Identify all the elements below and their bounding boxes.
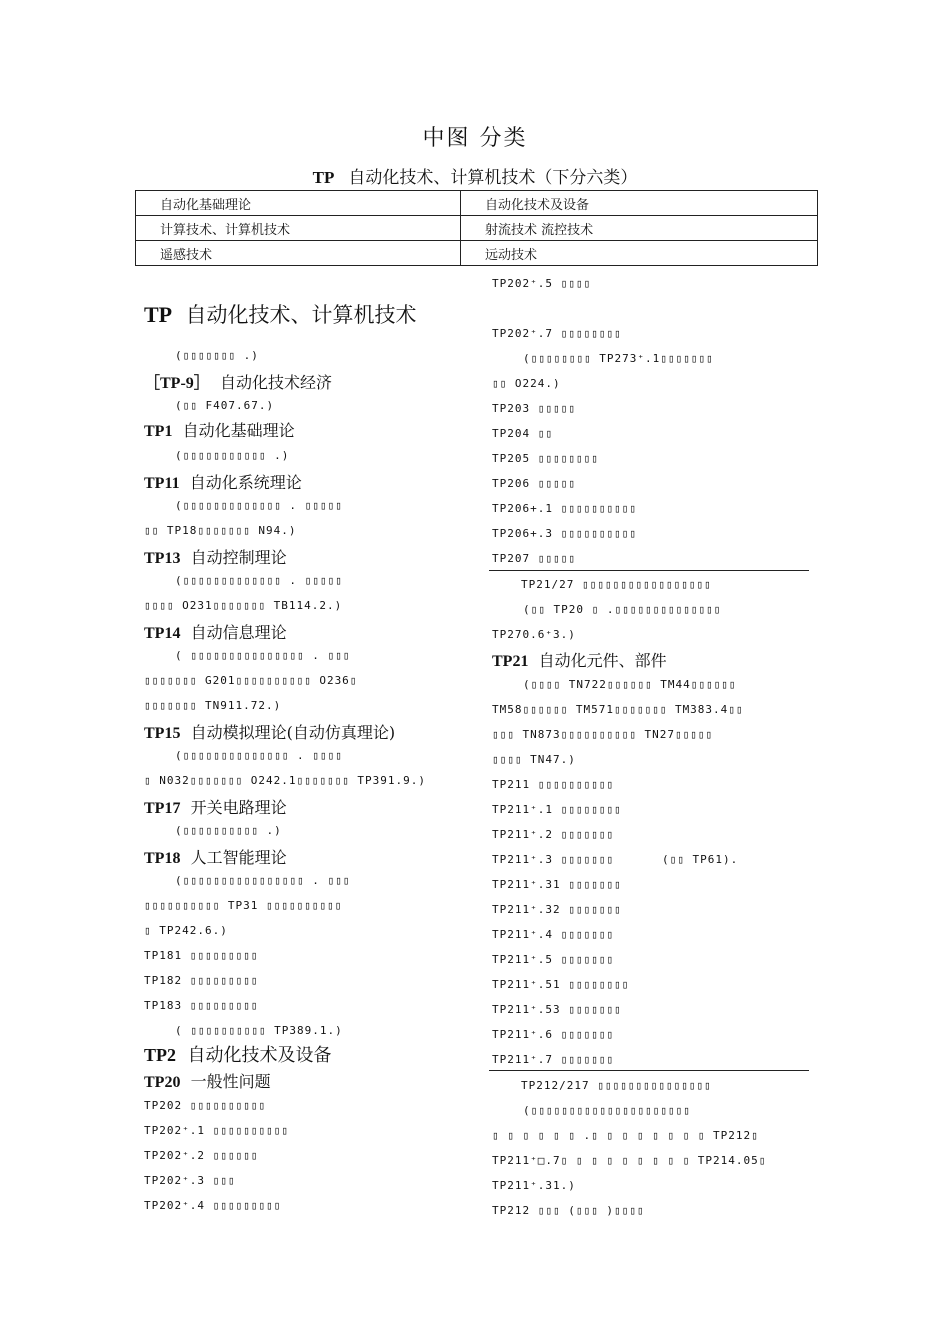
entry-tp202-1: TP202⁺.1 ▯▯▯▯▯▯▯▯▯▯ — [144, 1124, 289, 1137]
note: ▯ TP242.6.) — [144, 924, 228, 937]
entry-tp211-6: TP211⁺.6 ▯▯▯▯▯▯▯ — [492, 1028, 614, 1041]
page-subtitle — [0, 163, 950, 188]
classification-table — [135, 190, 818, 266]
note: (▯▯▯▯▯▯▯▯▯▯▯▯▯▯▯▯ . ▯▯▯ — [175, 874, 351, 887]
note: ▯▯▯▯▯▯▯ G201▯▯▯▯▯▯▯▯▯▯ O236▯ — [144, 674, 358, 687]
note: (▯▯▯▯▯▯▯▯▯▯▯ .) — [175, 449, 290, 462]
note: (▯▯▯▯▯▯▯▯▯▯ .) — [175, 824, 282, 837]
note: ▯▯ O224.) — [492, 377, 561, 390]
note: TP211⁺.31.) — [492, 1179, 576, 1192]
entry-tp206: TP206 ▯▯▯▯▯ — [492, 477, 576, 490]
entry-tp211-2: TP211⁺.2 ▯▯▯▯▯▯▯ — [492, 828, 614, 841]
entry-tp211-3-ref: (▯▯ TP61). — [662, 853, 739, 866]
table-cell: 射流技术 流控技术 — [461, 216, 818, 241]
note: ( ▯▯▯▯▯▯▯▯▯▯ TP389.1.) — [175, 1024, 343, 1037]
heading-tp21: TP21 自动化元件、部件 — [492, 651, 667, 670]
entry-tp211-32: TP211⁺.32 ▯▯▯▯▯▯▯ — [492, 903, 622, 916]
entry-tp211-5: TP211⁺.5 ▯▯▯▯▯▯▯ — [492, 953, 614, 966]
table-row — [136, 241, 818, 266]
note: (▯▯▯▯▯▯▯▯ TP273⁺.1▯▯▯▯▯▯▯ — [523, 352, 714, 365]
note: ▯ ▯ ▯ ▯ ▯ ▯ .▯ ▯ ▯ ▯ ▯ ▯ ▯ ▯ TP212▯ — [492, 1129, 759, 1142]
note: (▯▯ F407.67.) — [175, 399, 275, 412]
entry-tp203: TP203 ▯▯▯▯▯ — [492, 402, 576, 415]
note: ▯ N032▯▯▯▯▯▯▯ O242.1▯▯▯▯▯▯▯ TP391.9.) — [144, 774, 427, 787]
note: ▯▯▯▯ O231▯▯▯▯▯▯▯ TB114.2.) — [144, 599, 343, 612]
heading-tp1: TP1 自动化基础理论 — [144, 421, 295, 440]
entry-tp202-2: TP202⁺.2 ▯▯▯▯▯▯ — [144, 1149, 259, 1162]
subtitle-text: 自动化技术、计算机技术（下分六类） — [348, 168, 638, 188]
entry-tp205: TP205 ▯▯▯▯▯▯▯▯ — [492, 452, 599, 465]
entry-tp202-7: TP202⁺.7 ▯▯▯▯▯▯▯▯ — [492, 327, 622, 340]
table-cell: 自动化技术及设备 — [461, 191, 818, 216]
entry-tp204: TP204 ▯▯ — [492, 427, 553, 440]
note: (▯▯▯▯▯▯▯▯▯▯▯▯▯▯ . ▯▯▯▯ — [175, 749, 343, 762]
note: TP270.6⁺3.) — [492, 628, 576, 641]
entry-tp202-4: TP202⁺.4 ▯▯▯▯▯▯▯▯▯ — [144, 1199, 282, 1212]
entry-tp211-7: TP211⁺.7 ▯▯▯▯▯▯▯ — [492, 1053, 614, 1066]
table-cell: 远动技术 — [461, 241, 818, 266]
divider — [489, 570, 809, 571]
entry-tp212: TP212 ▯▯▯ (▯▯▯ )▯▯▯▯ — [492, 1204, 645, 1217]
heading-tp11: TP11 自动化系统理论 — [144, 473, 302, 492]
entry-tp206-3: TP206+.3 ▯▯▯▯▯▯▯▯▯▯ — [492, 527, 637, 540]
note: (▯▯▯▯▯▯▯▯▯▯▯▯▯ . ▯▯▯▯▯ — [175, 574, 343, 587]
entry-tp211-53: TP211⁺.53 ▯▯▯▯▯▯▯ — [492, 1003, 622, 1016]
entry-tp21-27: TP21/27 ▯▯▯▯▯▯▯▯▯▯▯▯▯▯▯▯▯ — [521, 578, 712, 591]
heading-tp17: TP17 开关电路理论 — [144, 798, 287, 817]
entry-tp211-3: TP211⁺.3 ▯▯▯▯▯▯▯ — [492, 853, 614, 866]
heading-tp2: TP2 自动化技术及设备 — [144, 1045, 332, 1066]
entry-tp202-3: TP202⁺.3 ▯▯▯ — [144, 1174, 236, 1187]
entry-tp211-51: TP211⁺.51 ▯▯▯▯▯▯▯▯ — [492, 978, 630, 991]
note: (▯▯ TP20 ▯ .▯▯▯▯▯▯▯▯▯▯▯▯▯▯ — [523, 603, 722, 616]
entry-tp202: TP202 ▯▯▯▯▯▯▯▯▯▯ — [144, 1099, 266, 1112]
note: (▯▯▯▯▯▯▯▯▯▯▯▯▯ . ▯▯▯▯▯ — [175, 499, 343, 512]
table-row — [136, 216, 818, 241]
heading-tp20: TP20 一般性问题 — [144, 1072, 271, 1091]
table-cell: 遥感技术 — [136, 241, 461, 266]
note: TM58▯▯▯▯▯▯ TM571▯▯▯▯▯▯▯ TM383.4▯▯ — [492, 703, 744, 716]
section-heading-tp: TP 自动化技术、计算机技术 — [144, 302, 417, 327]
entry-tp211-31: TP211⁺.31 ▯▯▯▯▯▯▯ — [492, 878, 622, 891]
entry-tp202-5: TP202⁺.5 ▯▯▯▯ — [492, 277, 592, 290]
heading-tp13: TP13 自动控制理论 — [144, 548, 287, 567]
entry-tp182: TP182 ▯▯▯▯▯▯▯▯▯ — [144, 974, 259, 987]
subtitle-code: TP — [312, 168, 335, 187]
table-cell: 自动化基础理论 — [136, 191, 461, 216]
entry-tp183: TP183 ▯▯▯▯▯▯▯▯▯ — [144, 999, 259, 1012]
note: (▯▯▯▯▯▯▯▯▯▯▯▯▯▯▯▯▯▯▯▯▯ — [523, 1104, 691, 1117]
page-title: 中图 分类 — [422, 126, 528, 151]
entry-tp207: TP207 ▯▯▯▯▯ — [492, 552, 576, 565]
entry-tp181: TP181 ▯▯▯▯▯▯▯▯▯ — [144, 949, 259, 962]
heading-tp-9: ［TP-9］ 自动化技术经济 — [144, 373, 332, 392]
heading-tp14: TP14 自动信息理论 — [144, 623, 287, 642]
entry-tp211: TP211 ▯▯▯▯▯▯▯▯▯▯ — [492, 778, 614, 791]
entry-tp212-217: TP212/217 ▯▯▯▯▯▯▯▯▯▯▯▯▯▯▯ — [521, 1079, 712, 1092]
note: ▯▯▯▯ TN47.) — [492, 753, 576, 766]
table-cell: 计算技术、计算机技术 — [136, 216, 461, 241]
note: (▯▯▯▯▯▯▯ .) — [175, 349, 259, 362]
note: ▯▯▯ TN873▯▯▯▯▯▯▯▯▯▯ TN27▯▯▯▯▯ — [492, 728, 714, 741]
note: (▯▯▯▯ TN722▯▯▯▯▯▯ TM44▯▯▯▯▯▯ — [523, 678, 737, 691]
heading-tp15: TP15 自动模拟理论(自动仿真理论) — [144, 723, 396, 742]
note: ▯▯▯▯▯▯▯▯▯▯ TP31 ▯▯▯▯▯▯▯▯▯▯ — [144, 899, 343, 912]
entry-tp211-1: TP211⁺.1 ▯▯▯▯▯▯▯▯ — [492, 803, 622, 816]
note: ▯▯ TP18▯▯▯▯▯▯▯ N94.) — [144, 524, 297, 537]
entry-tp206-1: TP206+.1 ▯▯▯▯▯▯▯▯▯▯ — [492, 502, 637, 515]
heading-tp18: TP18 人工智能理论 — [144, 848, 287, 867]
note: ▯▯▯▯▯▯▯ TN911.72.) — [144, 699, 282, 712]
note: TP211⁺□.7▯ ▯ ▯ ▯ ▯ ▯ ▯ ▯ ▯ TP214.05▯ — [492, 1154, 767, 1167]
table-row — [136, 191, 818, 216]
note: ( ▯▯▯▯▯▯▯▯▯▯▯▯▯▯▯ . ▯▯▯ — [175, 649, 351, 662]
entry-tp211-4: TP211⁺.4 ▯▯▯▯▯▯▯ — [492, 928, 614, 941]
divider — [489, 1070, 809, 1071]
